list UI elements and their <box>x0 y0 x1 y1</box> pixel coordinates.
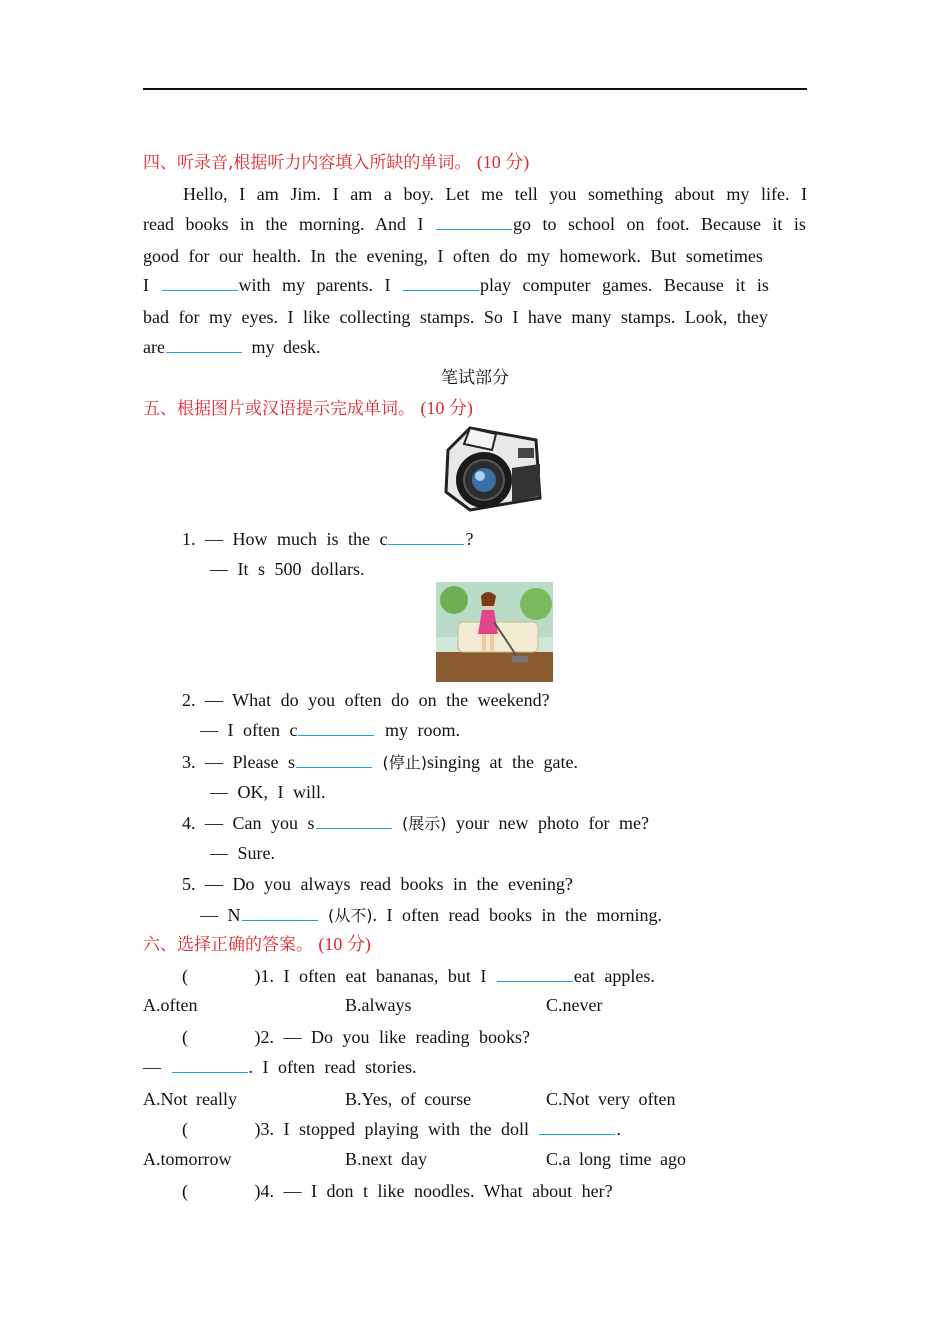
answer-blank[interactable] <box>497 965 573 982</box>
q6-1-option-a[interactable]: A.often <box>143 995 198 1015</box>
passage-line-6: are my desk. <box>143 337 321 357</box>
q5-2-line-a: 2. — What do you often do on the weekend? <box>182 690 550 710</box>
passage-line-2: read books in the morning. And I go to school on foot. Because it is <box>143 214 806 234</box>
q5-5-line-a: 5. — Do you always read books in the evening? <box>182 874 573 894</box>
q6-1-option-c[interactable]: C.never <box>546 995 603 1015</box>
answer-blank[interactable] <box>166 336 242 353</box>
q6-2-option-c[interactable]: C.Not very often <box>546 1089 676 1109</box>
q6-3-option-a[interactable]: A.tomorrow <box>143 1149 232 1169</box>
section5-title: 五、根据图片或汉语提示完成单词。 (10 分) <box>143 398 473 419</box>
q6-3: ( )3. I stopped playing with the doll . <box>182 1119 621 1139</box>
q5-5-line-b: — N (从不). I often read books in the morning. <box>200 905 662 925</box>
q6-3-option-c[interactable]: C.a long time ago <box>546 1149 686 1169</box>
q5-3-line-b: — OK, I will. <box>210 782 326 802</box>
section6-title: 六、选择正确的答案。 (10 分) <box>143 934 371 955</box>
passage-line-5: bad for my eyes. I like collecting stamps. So I have many stamps. Look, they <box>143 307 768 327</box>
q6-1-option-b[interactable]: B.always <box>345 995 412 1015</box>
q5-1-line-a: 1. — How much is the c ? <box>182 529 474 549</box>
answer-blank[interactable] <box>316 812 392 829</box>
header-rule <box>143 88 807 90</box>
q6-2-option-b[interactable]: B.Yes, of course <box>345 1089 472 1109</box>
q5-3-line-a: 3. — Please s (停止)singing at the gate. <box>182 752 578 772</box>
q5-4-line-b: — Sure. <box>210 843 275 863</box>
q5-4-line-a: 4. — Can you s (展示) your new photo for me? <box>182 813 649 833</box>
q5-1-line-b: — It s 500 dollars. <box>210 559 365 579</box>
answer-blank[interactable] <box>298 719 374 736</box>
q6-2-option-a[interactable]: A.Not really <box>143 1089 237 1109</box>
q6-4: ( )4. — I don t like noodles. What about her? <box>182 1181 613 1201</box>
q5-2-line-b: — I often c my room. <box>200 720 460 740</box>
q6-3-option-b[interactable]: B.next day <box>345 1149 427 1169</box>
q6-2-line-b: — . I often read stories. <box>143 1057 417 1077</box>
answer-blank[interactable] <box>436 213 512 230</box>
camera-icon <box>440 420 548 514</box>
q6-2: ( )2. — Do you like reading books? <box>182 1027 530 1047</box>
answer-blank[interactable] <box>242 904 318 921</box>
section4-title: 四、听录音,根据听力内容填入所缺的单词。 (10 分) <box>143 152 530 173</box>
answer-blank[interactable] <box>172 1056 248 1073</box>
answer-blank[interactable] <box>539 1118 615 1135</box>
written-part-heading: 笔试部分 <box>441 368 509 388</box>
vacuum-picture <box>436 582 553 682</box>
answer-blank[interactable] <box>403 274 479 291</box>
answer-blank[interactable] <box>388 528 464 545</box>
answer-blank[interactable] <box>162 274 238 291</box>
answer-blank[interactable] <box>296 751 372 768</box>
passage-line-1: Hello, I am Jim. I am a boy. Let me tell you something about my life. I <box>183 184 808 204</box>
passage-line-3: good for our health. In the evening, I often do my homework. But sometimes <box>143 246 763 266</box>
q6-1: ( )1. I often eat bananas, but I eat apples. <box>182 966 655 986</box>
passage-line-4: I with my parents. I play computer games. Because it is <box>143 275 769 295</box>
